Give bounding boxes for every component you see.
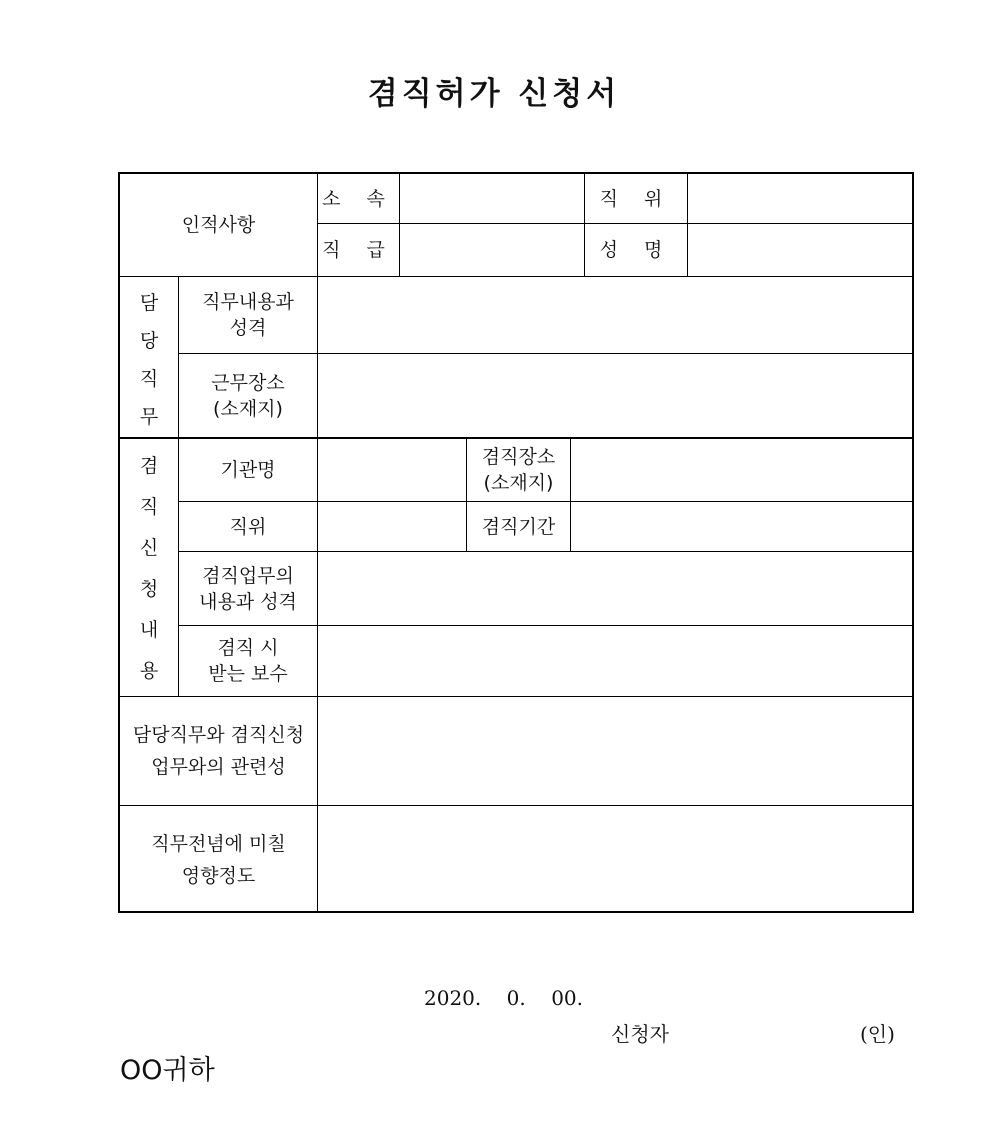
grade-field[interactable] xyxy=(400,224,584,276)
concurrent-request-section-label xyxy=(120,444,178,690)
document-title: 겸직허가 신청서 xyxy=(367,76,621,112)
application-form xyxy=(118,172,914,913)
assigned-duty-section-label xyxy=(120,282,178,434)
position-label: 직 위 xyxy=(599,187,673,210)
applicant-label: 신청자 xyxy=(611,1022,669,1046)
concurrent-pay-field[interactable] xyxy=(318,626,914,696)
section-char: 신 xyxy=(139,537,159,559)
concurrent-pay-label: 겸직 시 받는 보수 xyxy=(208,637,288,685)
concurrent-content-label: 겸직업무의 내용과 성격 xyxy=(199,564,297,613)
section-char: 직 xyxy=(139,367,159,390)
name-label: 성 명 xyxy=(599,239,673,261)
affiliation-label: 소 속 xyxy=(322,187,395,210)
section-char: 내 xyxy=(139,619,159,641)
concurrent-period-field[interactable] xyxy=(571,502,914,551)
impact-label: 직무전념에 미칠 영향정도 xyxy=(151,832,286,887)
section-char: 겸 xyxy=(139,455,159,477)
application-date: 2020. 0. 00. xyxy=(424,986,584,1010)
duty-content-field[interactable] xyxy=(318,277,914,353)
organization-field[interactable] xyxy=(318,439,466,501)
concurrent-content-field[interactable] xyxy=(318,552,914,625)
section-char: 담 xyxy=(139,291,159,314)
work-location-label: 근무장소 (소재지) xyxy=(211,371,285,420)
personal-info-label: 인적사항 xyxy=(181,214,256,236)
work-location-field[interactable] xyxy=(318,354,914,437)
section-char: 무 xyxy=(139,405,159,428)
impact-field[interactable] xyxy=(318,806,914,913)
section-char: 당 xyxy=(139,329,159,352)
duty-content-label: 직무내용과 성격 xyxy=(202,291,294,339)
concurrent-position-field[interactable] xyxy=(318,502,466,551)
affiliation-field[interactable] xyxy=(400,174,584,223)
concurrent-location-label: 겸직장소 (소재지) xyxy=(481,446,556,494)
concurrent-position-label: 직위 xyxy=(229,515,267,538)
section-char: 청 xyxy=(139,578,159,600)
grade-label: 직 급 xyxy=(322,239,395,261)
concurrent-period-label: 겸직기간 xyxy=(481,515,556,538)
concurrent-location-field[interactable] xyxy=(571,439,914,501)
relation-label: 담당직무와 겸직신청 업무와의 관련성 xyxy=(132,724,305,778)
organization-label: 기관명 xyxy=(220,459,276,481)
addressee: OO귀하 xyxy=(120,1055,215,1086)
section-char: 용 xyxy=(139,660,159,682)
name-field[interactable] xyxy=(688,224,914,276)
section-char: 직 xyxy=(139,496,159,518)
seal-mark: (인) xyxy=(860,1022,895,1046)
relation-field[interactable] xyxy=(318,697,914,805)
position-field[interactable] xyxy=(688,174,914,223)
